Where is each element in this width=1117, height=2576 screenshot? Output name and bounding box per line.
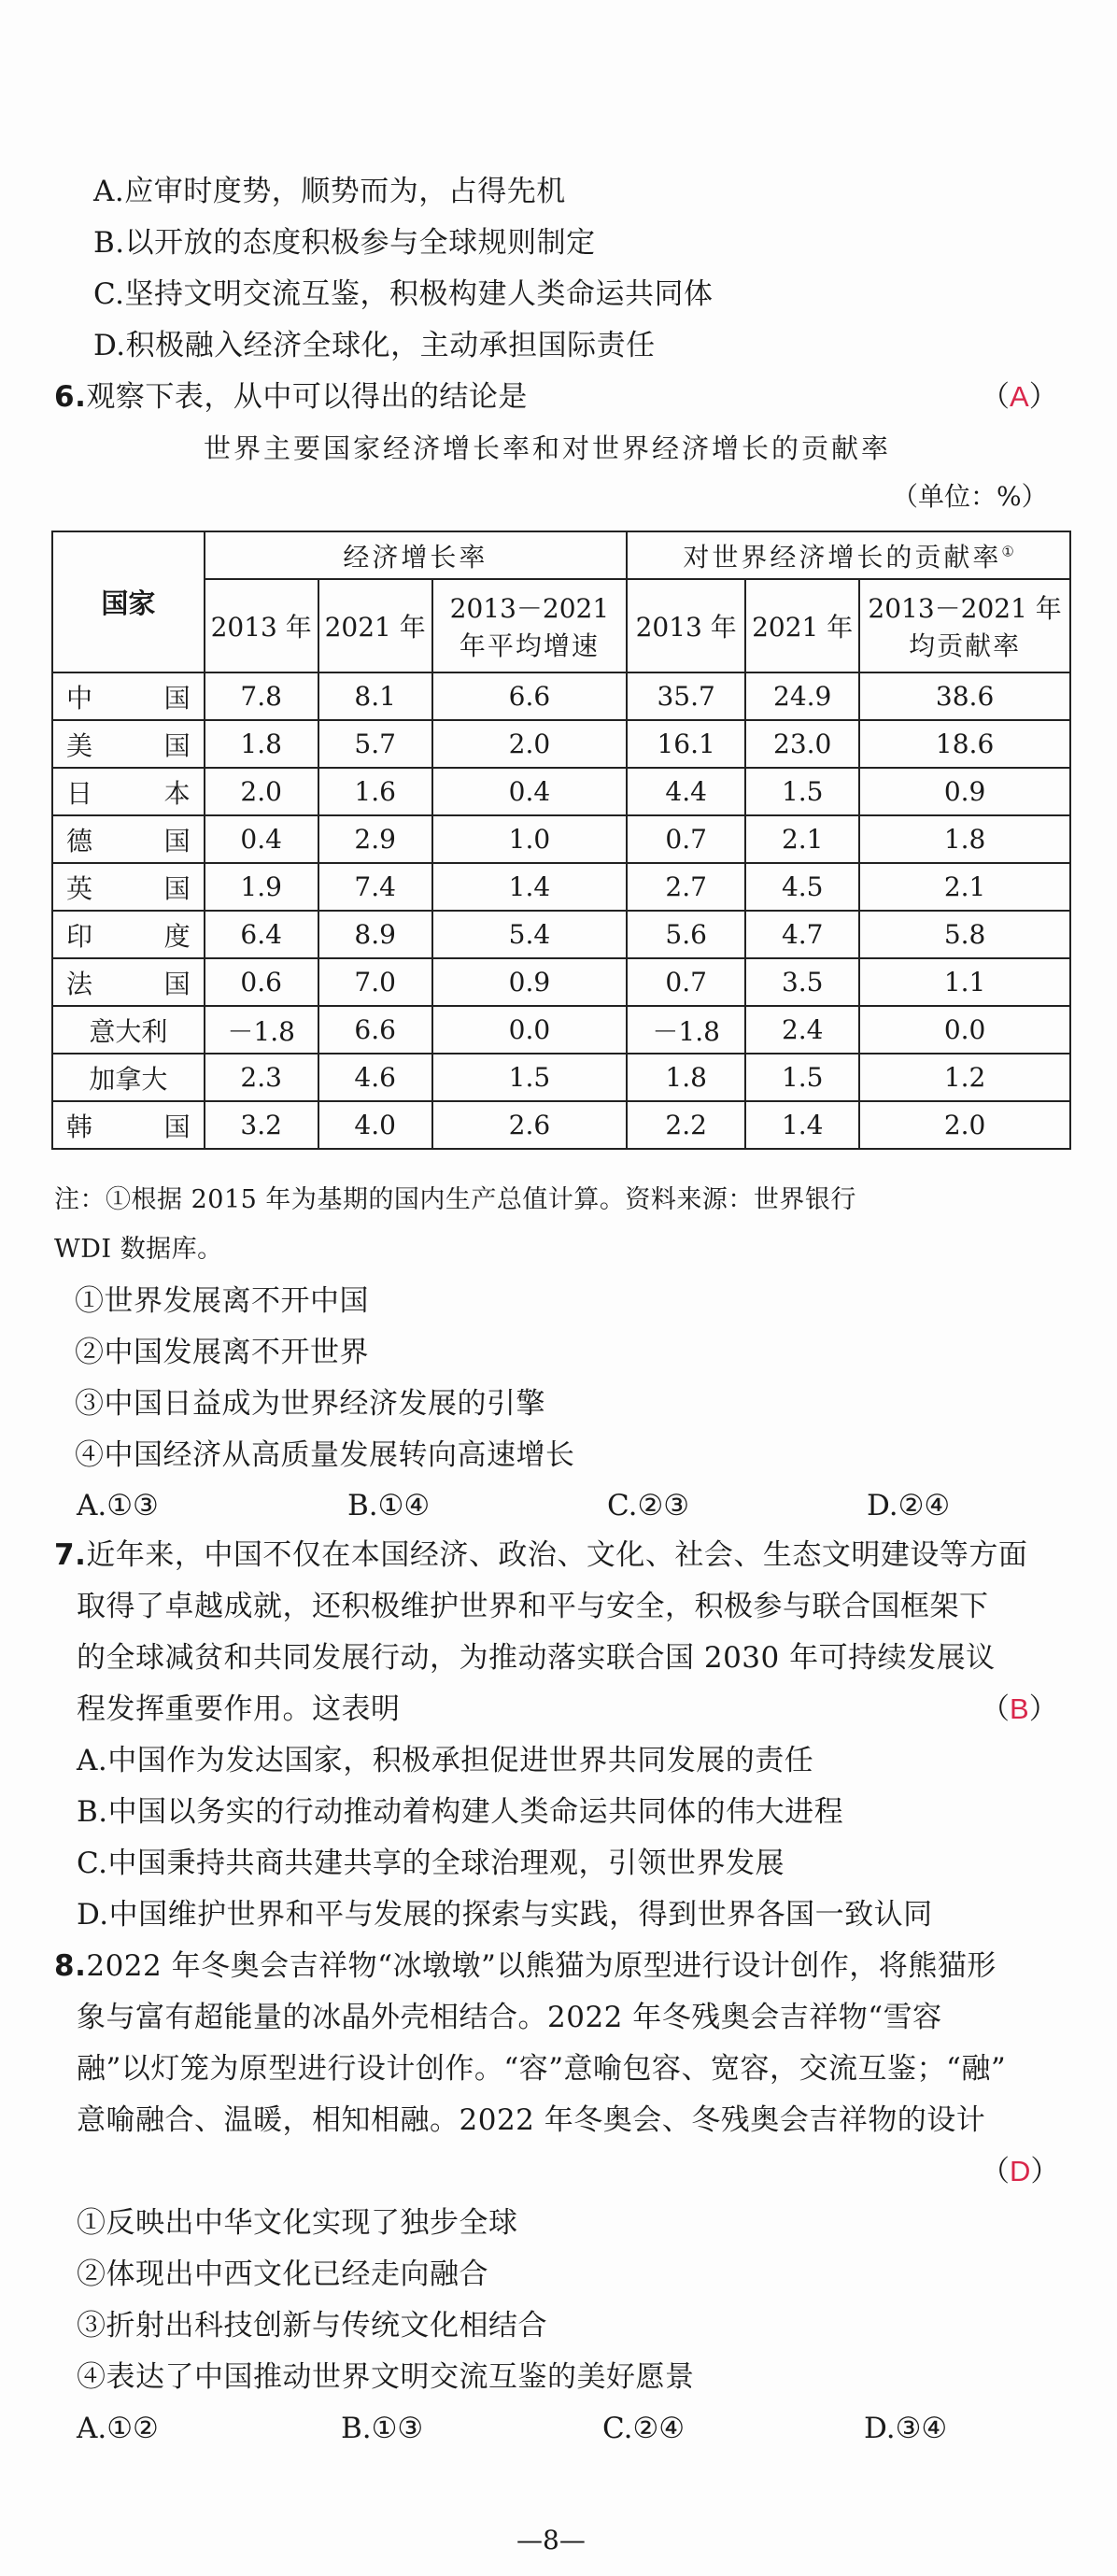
q7-stem-line2: 取得了卓越成就，还积极维护世界和平与安全，积极参与联合国框架下 — [77, 1590, 989, 1623]
cell-cavg: 1.8 — [859, 815, 1070, 863]
table-row — [52, 768, 1070, 815]
cell-c2021: 3.5 — [745, 958, 859, 1006]
header-country: 国家 — [52, 531, 205, 672]
cell-g2013: 0.4 — [205, 815, 318, 863]
cell-c2021: 1.5 — [745, 1054, 859, 1101]
q6-stem — [54, 378, 528, 416]
q6-choices — [0, 1487, 1117, 1524]
q6-statement-1: ①世界发展离不开中国 — [75, 1284, 369, 1318]
country-cell: 美 国 — [52, 720, 205, 768]
cell-cavg: 5.8 — [859, 911, 1070, 958]
q8-choice-d[interactable]: D.③④ — [864, 2412, 948, 2445]
q5-option-b: B.以开放的态度积极参与全球规则制定 — [93, 226, 596, 260]
cell-gavg: 2.6 — [432, 1101, 627, 1149]
cell-c2021: 24.9 — [745, 672, 859, 720]
q5-option-c: C.坚持文明交流互鉴，积极构建人类命运共同体 — [93, 277, 714, 311]
q5-option-d: D.积极融入经济全球化，主动承担国际责任 — [93, 329, 656, 362]
q8-statement-2: ②体现出中西文化已经走向融合 — [77, 2258, 488, 2291]
q6-answer-letter: A — [1010, 380, 1029, 413]
q7-option-b: B.中国以务实的行动推动着构建人类命运共同体的伟大进程 — [77, 1795, 844, 1829]
cell-gavg: 1.4 — [432, 863, 627, 911]
table-row — [52, 1054, 1070, 1101]
q8-choice-b[interactable]: B.①③ — [341, 2412, 424, 2445]
cell-g2021: 1.6 — [318, 768, 432, 815]
cell-cavg: 0.9 — [859, 768, 1070, 815]
cell-g2021: 8.1 — [318, 672, 432, 720]
cell-c2013: 5.6 — [627, 911, 745, 958]
q7-option-d: D.中国维护世界和平与发展的探索与实践，得到世界各国一致认同 — [77, 1898, 933, 1932]
cell-c2013: 0.7 — [627, 815, 745, 863]
table-title: 世界主要国家经济增长率和对世界经济增长的贡献率 — [204, 432, 892, 464]
q6-statement-3: ③中国日益成为世界经济发展的引擎 — [75, 1387, 545, 1421]
cell-c2021: 23.0 — [745, 720, 859, 768]
header-growth-avg: 2013－2021 年平均增速 — [432, 579, 627, 672]
header-growth-2013: 2013 年 — [205, 579, 318, 672]
q7-answer-letter: B — [1010, 1692, 1029, 1725]
q8-stem-line2: 象与富有超能量的冰晶外壳相结合。2022 年冬残奥会吉祥物“雪容 — [77, 2001, 942, 2034]
cell-g2013: 2.0 — [205, 768, 318, 815]
header-growth-rate: 经济增长率 — [205, 531, 627, 579]
table-note-line1: 注：①根据 2015 年为基期的国内生产总值计算。资料来源：世界银行 — [54, 1185, 856, 1214]
country-cell: 中 国 — [52, 672, 205, 720]
q6-answer: （A） — [981, 380, 1058, 414]
cell-c2021: 2.4 — [745, 1006, 859, 1054]
q6-choice-c[interactable]: C.②③ — [607, 1489, 690, 1522]
table-unit: （单位：%） — [892, 481, 1048, 512]
cell-g2013: 7.8 — [205, 672, 318, 720]
q6-statement-4: ④中国经济从高质量发展转向高速增长 — [75, 1438, 575, 1472]
q7-stem-line3: 的全球减贫和共同发展行动，为推动落实联合国 2030 年可持续发展议 — [77, 1641, 996, 1675]
cell-c2013: 16.1 — [627, 720, 745, 768]
q7-stem-line1: 7.近年来，中国不仅在本国经济、政治、文化、社会、生态文明建设等方面 — [54, 1538, 1028, 1572]
cell-g2021: 7.4 — [318, 863, 432, 911]
q6-choice-b[interactable]: B.①④ — [347, 1489, 431, 1522]
q6-number: 6. — [54, 380, 87, 414]
q7-option-c: C.中国秉持共商共建共享的全球治理观，引领世界发展 — [77, 1847, 785, 1880]
cell-c2013: 0.7 — [627, 958, 745, 1006]
country-cell: 韩 国 — [52, 1101, 205, 1149]
q8-choices — [0, 2410, 1117, 2447]
cell-g2013: 1.9 — [205, 863, 318, 911]
q7-answer: （B） — [981, 1692, 1058, 1726]
table-row — [52, 1006, 1070, 1054]
country-cell: 日 本 — [52, 768, 205, 815]
cell-g2021: 4.0 — [318, 1101, 432, 1149]
q7-number: 7. — [54, 1538, 87, 1572]
q6-choice-d[interactable]: D.②④ — [867, 1489, 951, 1522]
cell-g2013: 3.2 — [205, 1101, 318, 1149]
page-number: —8— — [516, 2525, 586, 2555]
country-cell: 法 国 — [52, 958, 205, 1006]
cell-g2013: 1.8 — [205, 720, 318, 768]
q8-stem-line3: 融”以灯笼为原型进行设计创作。“容”意喻包容、宽容，交流互鉴；“融” — [77, 2052, 1007, 2086]
cell-c2013: 1.8 — [627, 1054, 745, 1101]
cell-gavg: 2.0 — [432, 720, 627, 768]
cell-g2021: 7.0 — [318, 958, 432, 1006]
q8-number: 8. — [54, 1949, 87, 1983]
cell-cavg: 2.0 — [859, 1101, 1070, 1149]
cell-gavg: 0.4 — [432, 768, 627, 815]
country-cell: 印 度 — [52, 911, 205, 958]
table-row — [52, 815, 1070, 863]
cell-c2013: 2.7 — [627, 863, 745, 911]
cell-g2013: 6.4 — [205, 911, 318, 958]
table-row — [52, 958, 1070, 1006]
data-table — [51, 531, 1071, 1150]
cell-gavg: 6.6 — [432, 672, 627, 720]
q7-option-a: A.中国作为发达国家，积极承担促进世界共同发展的责任 — [77, 1744, 814, 1777]
cell-c2021: 1.5 — [745, 768, 859, 815]
q8-answer-letter: D — [1010, 2155, 1031, 2187]
cell-c2013: －1.8 — [627, 1006, 745, 1054]
header-contribution-2021: 2021 年 — [745, 579, 859, 672]
cell-c2013: 4.4 — [627, 768, 745, 815]
q8-statement-1: ①反映出中华文化实现了独步全球 — [77, 2206, 518, 2240]
q8-choice-a[interactable]: A.①② — [77, 2412, 159, 2445]
cell-gavg: 0.9 — [432, 958, 627, 1006]
country-cell: 英 国 — [52, 863, 205, 911]
q8-answer: （D） — [981, 2155, 1060, 2188]
q8-statement-3: ③折射出科技创新与传统文化相结合 — [77, 2309, 547, 2342]
cell-gavg: 1.5 — [432, 1054, 627, 1101]
cell-g2013: 0.6 — [205, 958, 318, 1006]
table-row — [52, 863, 1070, 911]
country-cell: 加拿大 — [52, 1054, 205, 1101]
table-body — [52, 672, 1070, 1149]
footnote-mark: ① — [1001, 543, 1014, 560]
q7-stem-line4: 程发挥重要作用。这表明 — [77, 1692, 401, 1726]
cell-gavg: 5.4 — [432, 911, 627, 958]
cell-gavg: 1.0 — [432, 815, 627, 863]
q8-stem-line4: 意喻融合、温暖，相知相融。2022 年冬奥会、冬残奥会吉祥物的设计 — [77, 2103, 986, 2137]
country-cell: 意大利 — [52, 1006, 205, 1054]
q6-statement-2: ②中国发展离不开世界 — [75, 1336, 369, 1369]
header-contribution-2013: 2013 年 — [627, 579, 745, 672]
cell-c2013: 2.2 — [627, 1101, 745, 1149]
country-cell: 德 国 — [52, 815, 205, 863]
cell-g2021: 5.7 — [318, 720, 432, 768]
table-row — [52, 911, 1070, 958]
q6-choice-a[interactable]: A.①③ — [77, 1489, 159, 1522]
cell-cavg: 2.1 — [859, 863, 1070, 911]
cell-cavg: 18.6 — [859, 720, 1070, 768]
cell-cavg: 1.1 — [859, 958, 1070, 1006]
table-row — [52, 1101, 1070, 1149]
cell-g2021: 2.9 — [318, 815, 432, 863]
header-growth-2021: 2021 年 — [318, 579, 432, 672]
cell-g2013: －1.8 — [205, 1006, 318, 1054]
cell-g2021: 6.6 — [318, 1006, 432, 1054]
cell-c2013: 35.7 — [627, 672, 745, 720]
q8-choice-c[interactable]: C.②④ — [602, 2412, 686, 2445]
cell-cavg: 1.2 — [859, 1054, 1070, 1101]
table-row — [52, 720, 1070, 768]
cell-g2021: 8.9 — [318, 911, 432, 958]
cell-c2021: 1.4 — [745, 1101, 859, 1149]
table-note-line2: WDI 数据库。 — [54, 1235, 223, 1264]
header-contribution-avg: 2013－2021 年 均贡献率 — [859, 579, 1070, 672]
table-row — [52, 672, 1070, 720]
q5-option-a: A.应审时度势，顺势而为，占得先机 — [93, 175, 566, 208]
cell-c2021: 4.5 — [745, 863, 859, 911]
q8-stem-line1: 8.2022 年冬奥会吉祥物“冰墩墩”以熊猫为原型进行设计创作，将熊猫形 — [54, 1949, 997, 1983]
cell-c2021: 4.7 — [745, 911, 859, 958]
cell-gavg: 0.0 — [432, 1006, 627, 1054]
cell-cavg: 38.6 — [859, 672, 1070, 720]
cell-cavg: 0.0 — [859, 1006, 1070, 1054]
cell-c2021: 2.1 — [745, 815, 859, 863]
cell-g2021: 4.6 — [318, 1054, 432, 1101]
cell-g2013: 2.3 — [205, 1054, 318, 1101]
header-contribution-rate: 对世界经济增长的贡献率① — [627, 531, 1070, 579]
q8-statement-4: ④表达了中国推动世界文明交流互鉴的美好愿景 — [77, 2360, 695, 2394]
q6-stem-text: 观察下表，从中可以得出的结论是 — [86, 380, 528, 414]
